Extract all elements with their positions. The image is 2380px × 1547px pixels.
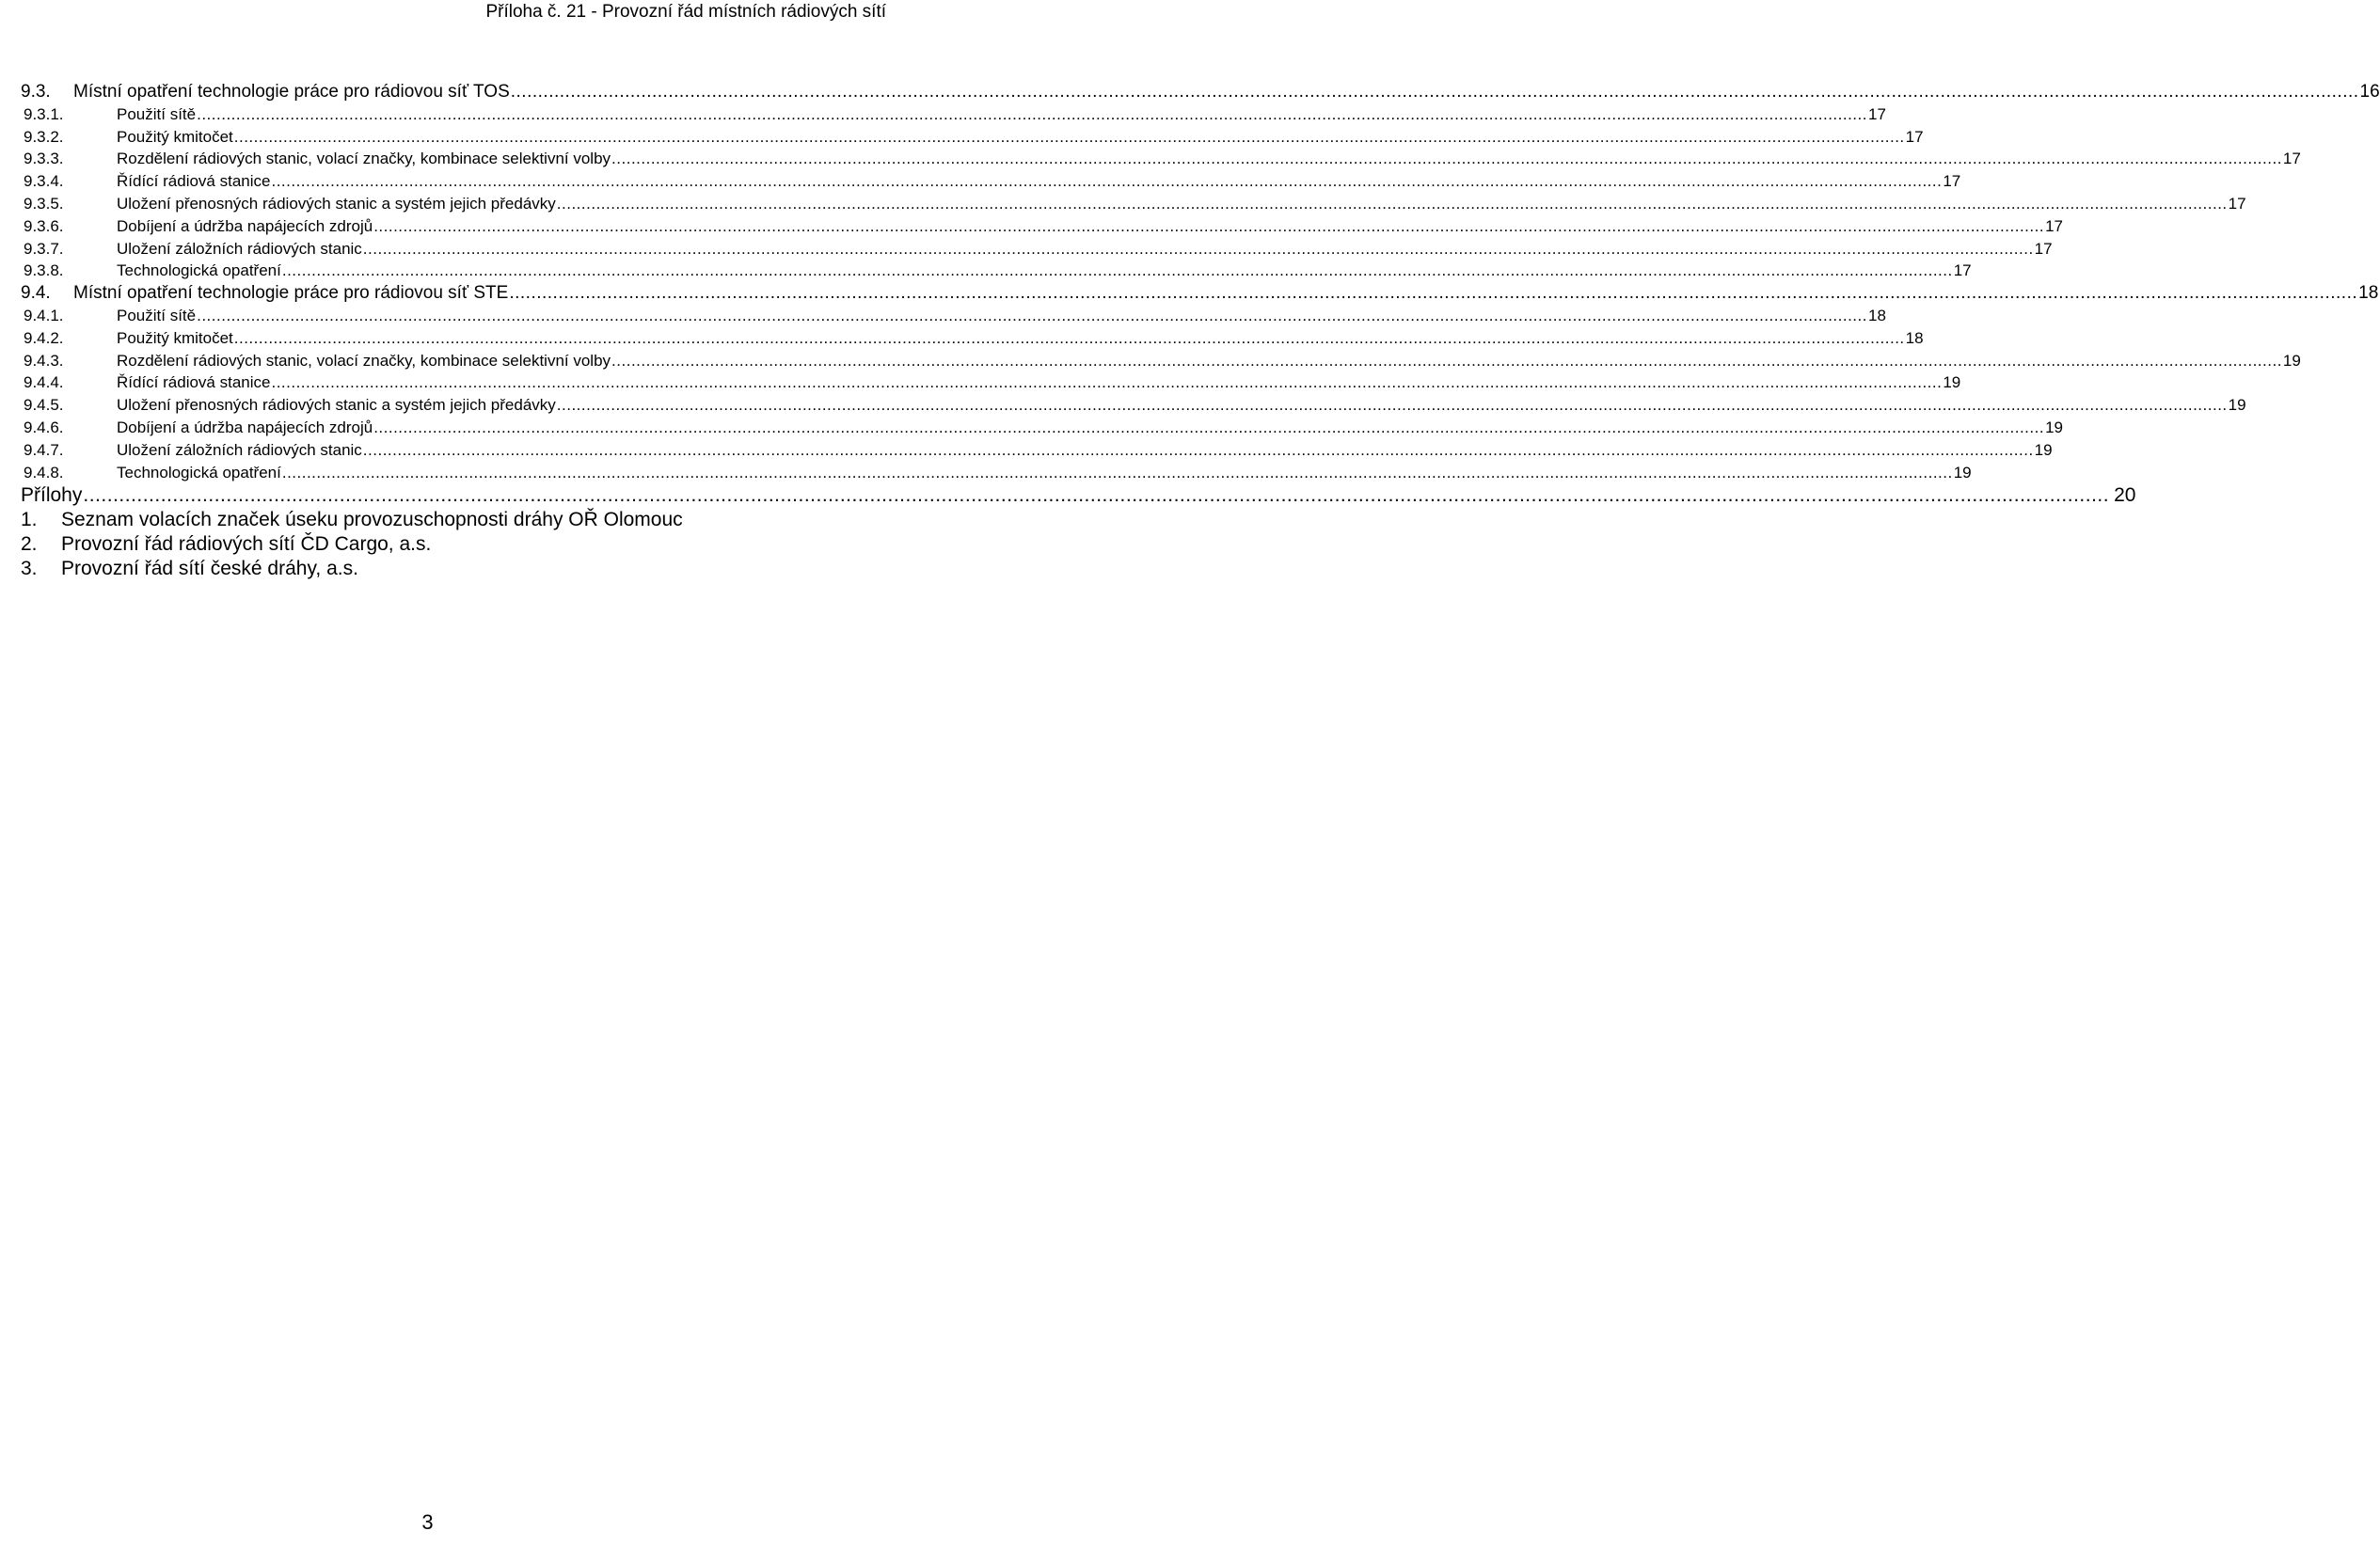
appendix-title: Provozní řád sítí české dráhy, a.s. bbox=[61, 558, 358, 580]
toc-entry-number: 9.3.2. bbox=[24, 127, 64, 146]
toc-dot-leader: .................................................................................................................................................................................................................................................................................................................................................... bbox=[233, 127, 1905, 146]
toc-entry-number: 9.4.1. bbox=[24, 306, 64, 324]
appendix-title: Provozní řád rádiových sítí ČD Cargo, a.s. bbox=[61, 533, 432, 556]
toc-entry-title: Místní opatření technologie práce pro rádiovou síť STE bbox=[73, 283, 509, 304]
appendix-number: 2. bbox=[21, 533, 38, 556]
table-of-contents bbox=[21, 81, 2380, 581]
toc-entry-page: 18 bbox=[1905, 328, 1924, 347]
toc-entry[interactable] bbox=[21, 103, 1886, 126]
toc-entry-title: Uložení záložních rádiových stanic bbox=[117, 440, 362, 459]
toc-entry-number: 9.3.7. bbox=[24, 239, 64, 258]
toc-entry-number: 9.4.8. bbox=[24, 463, 64, 481]
toc-dot-leader: .................................................................................................................................................................................................................................................................................................................................................... bbox=[611, 351, 2282, 370]
appendix-title: Seznam volacích značek úseku provozuschopnosti dráhy OŘ Olomouc bbox=[61, 509, 683, 531]
toc-entry-page: 19 bbox=[2045, 418, 2063, 436]
toc-entry-number: 9.3. bbox=[21, 82, 51, 102]
toc-entry[interactable] bbox=[21, 126, 1924, 149]
toc-dot-leader: .................................................................................................................................................................................................................................................................................................................................................... bbox=[281, 463, 1953, 481]
toc-entry[interactable] bbox=[21, 417, 2063, 439]
toc-entry-number: 9.3.4. bbox=[24, 172, 64, 191]
toc-dot-leader: .................................................................................................................................................................................................................................................................................................................................................... bbox=[556, 396, 2228, 415]
toc-entry-title: Řídící rádiová stanice bbox=[117, 373, 271, 392]
appendix-number: 1. bbox=[21, 509, 38, 531]
appendix-item bbox=[21, 508, 875, 532]
toc-entries bbox=[21, 81, 2380, 508]
toc-entry-number: 9.3.1. bbox=[24, 104, 64, 123]
toc-dot-leader: .................................................................................................................................................................................................................................................................................................................................................... bbox=[233, 328, 1905, 347]
toc-entry-page: 17 bbox=[2045, 216, 2063, 235]
toc-entry-title: Dobíjení a údržba napájecích zdrojů bbox=[117, 216, 373, 235]
toc-entry-number: 9.4.2. bbox=[24, 328, 64, 347]
toc-entry-title: Uložení záložních rádiových stanic bbox=[117, 239, 362, 258]
toc-entry[interactable] bbox=[21, 394, 2246, 417]
appendix-item bbox=[21, 532, 875, 557]
toc-entry-page: 17 bbox=[2282, 150, 2301, 168]
toc-entry-page: 19 bbox=[1943, 373, 1961, 392]
page-number: 3 bbox=[421, 1510, 434, 1534]
toc-entry-page: 18 bbox=[2358, 283, 2379, 304]
toc-entry-number: 9.4. bbox=[21, 283, 51, 304]
toc-entry[interactable] bbox=[21, 193, 2246, 215]
toc-entry-page: 17 bbox=[2034, 239, 2053, 258]
toc-entry[interactable] bbox=[21, 483, 2136, 508]
toc-entry[interactable] bbox=[21, 350, 2301, 372]
toc-entry[interactable] bbox=[21, 439, 2053, 462]
appendix-list bbox=[21, 508, 875, 581]
toc-entry-title: Dobíjení a údržba napájecích zdrojů bbox=[117, 418, 373, 436]
running-header: Příloha č. 21 - Provozní řád místních rádiových sítí bbox=[485, 2, 886, 22]
toc-entry-number: 9.4.3. bbox=[24, 351, 64, 370]
toc-entry-number: 9.3.3. bbox=[24, 150, 64, 168]
toc-entry-number: 9.3.6. bbox=[24, 216, 64, 235]
toc-entry-page: 17 bbox=[2228, 194, 2246, 213]
toc-entry-page: 19 bbox=[2228, 396, 2246, 415]
toc-entry-page: 17 bbox=[1905, 127, 1924, 146]
toc-entry-title: Místní opatření technologie práce pro rádiovou síť TOS bbox=[73, 82, 510, 102]
toc-entry-number: 9.4.4. bbox=[24, 373, 64, 392]
toc-entry-title: Použití sítě bbox=[117, 104, 197, 123]
toc-entry-title: Technologická opatření bbox=[117, 261, 281, 280]
toc-entry[interactable] bbox=[21, 462, 1972, 484]
toc-entry[interactable] bbox=[21, 260, 1972, 282]
toc-entry-title: Použitý kmitočet bbox=[117, 127, 233, 146]
appendix-item bbox=[21, 557, 875, 581]
toc-entry-title: Uložení přenosných rádiových stanic a systém jejich předávky bbox=[117, 396, 556, 415]
toc-entry-page: 17 bbox=[1867, 104, 1886, 123]
toc-dot-leader: .................................................................................................................................................................................................................................................................................................................................................... bbox=[271, 373, 1943, 392]
toc-dot-leader: .................................................................................................................................................................................................................................................................................................................................................... bbox=[611, 150, 2282, 168]
toc-entry-title: Použitý kmitočet bbox=[117, 328, 233, 347]
toc-dot-leader: .................................................................................................................................................................................................................................................................................................................................................... bbox=[197, 306, 1867, 324]
toc-entry[interactable] bbox=[21, 81, 2380, 103]
toc-dot-leader: .................................................................................................................................................................................................................................................................................................................................................... bbox=[362, 440, 2034, 459]
toc-entry-title: Použití sítě bbox=[117, 306, 197, 324]
toc-dot-leader: .................................................................................................................................................................................................................................................................................................................................................... bbox=[556, 194, 2228, 213]
toc-dot-leader: .................................................................................................................................................................................................................................................................................................................................................... bbox=[271, 172, 1943, 191]
toc-dot-leader: .................................................................................................................................................................................................................................................................................................................................................... bbox=[373, 418, 2045, 436]
toc-entry[interactable] bbox=[21, 327, 1924, 350]
toc-entry[interactable] bbox=[21, 371, 1961, 394]
toc-entry-number: 9.3.5. bbox=[24, 194, 64, 213]
toc-dot-leader: .................................................................................................................................................................................................................................................................................................................................................... bbox=[509, 283, 2358, 304]
toc-entry-title: Přílohy bbox=[21, 484, 83, 507]
toc-entry-title: Rozdělení rádiových stanic, volací značky, kombinace selektivní volby bbox=[117, 351, 611, 370]
toc-entry-page: 20 bbox=[2114, 484, 2136, 507]
toc-entry[interactable] bbox=[21, 305, 1886, 327]
toc-entry-page: 18 bbox=[1867, 306, 1886, 324]
toc-entry-title: Technologická opatření bbox=[117, 463, 281, 481]
toc-entry-title: Uložení přenosných rádiových stanic a systém jejich předávky bbox=[117, 194, 556, 213]
toc-entry[interactable] bbox=[21, 282, 2379, 305]
toc-entry[interactable] bbox=[21, 170, 1961, 193]
toc-entry[interactable] bbox=[21, 238, 2053, 260]
toc-entry-title: Řídící rádiová stanice bbox=[117, 172, 271, 191]
toc-entry[interactable] bbox=[21, 215, 2063, 238]
toc-entry-page: 17 bbox=[1943, 172, 1961, 191]
toc-entry-page: 19 bbox=[2282, 351, 2301, 370]
toc-entry-page: 19 bbox=[1953, 463, 1972, 481]
toc-dot-leader: .................................................................................................................................................................................................................................................................................................................................................... bbox=[373, 216, 2045, 235]
toc-entry-page: 16 bbox=[2359, 82, 2380, 102]
toc-entry-number: 9.4.6. bbox=[24, 418, 64, 436]
toc-entry-page: 17 bbox=[1953, 261, 1972, 280]
toc-entry-title: Rozdělení rádiových stanic, volací značky, kombinace selektivní volby bbox=[117, 150, 611, 168]
toc-entry-page: 19 bbox=[2034, 440, 2053, 459]
toc-dot-leader: .................................................................................................................................................................................................................................................................................................................................................... bbox=[362, 239, 2034, 258]
toc-dot-leader: .................................................................................................................................................................................................................................................................................................................................................... bbox=[83, 484, 2110, 507]
toc-entry-number: 9.4.7. bbox=[24, 440, 64, 459]
toc-entry-number: 9.3.8. bbox=[24, 261, 64, 280]
toc-dot-leader: .................................................................................................................................................................................................................................................................................................................................................... bbox=[197, 104, 1867, 123]
toc-dot-leader: .................................................................................................................................................................................................................................................................................................................................................... bbox=[281, 261, 1953, 280]
appendix-number: 3. bbox=[21, 558, 38, 580]
toc-dot-leader: .................................................................................................................................................................................................................................................................................................................................................... bbox=[510, 82, 2359, 102]
toc-entry[interactable] bbox=[21, 148, 2301, 170]
toc-entry-number: 9.4.5. bbox=[24, 396, 64, 415]
